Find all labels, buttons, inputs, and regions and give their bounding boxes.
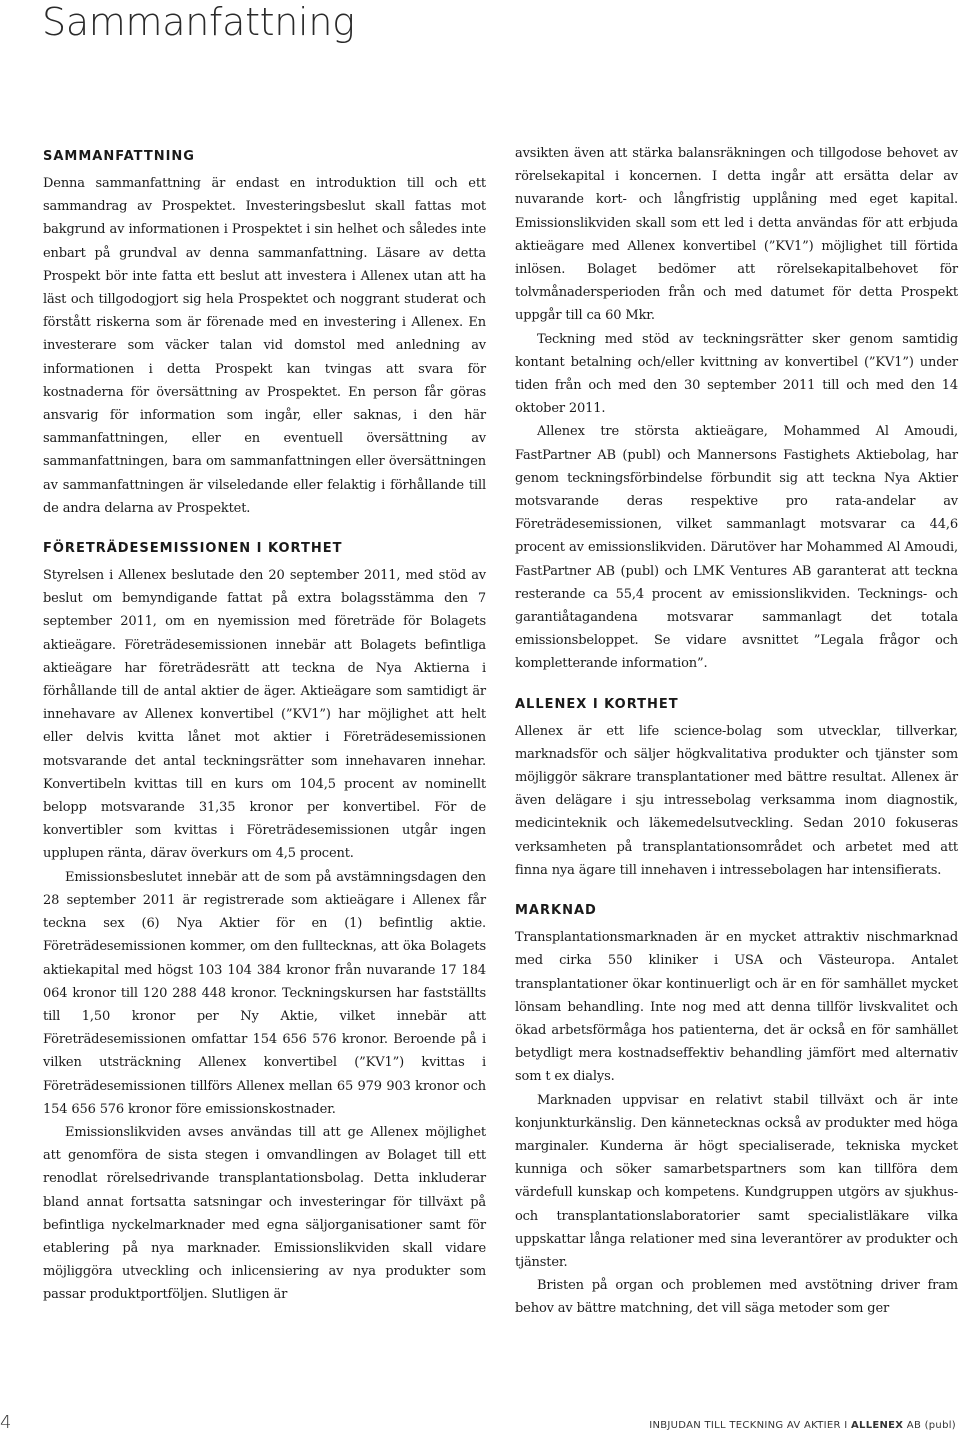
section-heading-summary: SAMMANFATTNING	[43, 149, 195, 164]
footer	[649, 1420, 956, 1431]
section-heading-allenex: ALLENEX I KORTHET	[515, 696, 679, 712]
paragraph: Emissionsbeslutet innebär att de som på avstämningsdagen den 28 september 2011 är registrerade som aktieägare i Allenex får teckna sex (6) Nya Aktier för en (1) befintlig aktie. Företrädesemissionen kommer, om den fulltecknas, att öka Bolagets aktiekapital med högst 103 104 384 kronor från nuvarande 17 184 064 kronor till 120 288 448 kronor. Teckningskursen har fastställts till 1,50 kronor per Ny Aktie, vilket innebär att Företrädesemissionen omfattar 154 656 576 kronor. Beroende på i vilken utsträckning Allenex konvertibel (”KV1”) kvittas i Företrädesemissionen tillförs Allenex mellan 65 979 903 kronor och 154 656 576 kronor före emissionskostnader.	[43, 869, 486, 1117]
paragraph: Allenex tre största aktieägare, Mohammed Al Amoudi, FastPartner AB (publ) och Mannersons Fastighets Aktiebolag, har genom teckningsförbindelse förbundit sig att teckna Nya Aktier motsvarande deras respektive pro rata-andelar av Företrädesemissionen, vilket sammanlagt motsvarar ca 44,6 procent av emissionslikviden. Därutöver har Mohammed Al Amoudi, FastPartner AB (publ) och LMK Ventures AB garanterat att teckna resterande ca 55,4 procent av emissionslikviden. Tecknings- och garantiåtagandena motsvarar sammanlagt det totala emissionsbeloppet. Se vidare avsnittet ”Legala frågor och kompletterande information”.	[515, 424, 958, 672]
footer-prefix: INBJUDAN TILL TECKNING AV AKTIER I	[649, 1420, 848, 1431]
paragraph: Denna sammanfattning är endast en introduktion till och ett sammandrag av Prospektet. Investeringsbeslut skall fattas mot bakgrund av informationen i Prospektet i sin helhet och således inte enbart på grundval av denna sammanfattning. Läsare av detta Prospekt bör inte fatta ett beslut att investera i Allenex utan att ha läst och tillgodogjort sig hela Prospektet och noggrant studerat och förstått riskerna som är förenade med en investering i Allenex. En investerare som väcker talan vid domstol med anledning av informationen i detta Prospekt kan tvingas att svara för kostnaderna för översättning av Prospektet. En person får göras ansvarig för information som ingår, eller saknas, i den här sammanfattningen, eller en eventuell översättning av sammanfattningen, bara om sammanfattningen eller översättningen av sammanfattningen är vilseledande eller felaktig i förhållande till de andra delarna av Prospektet.	[43, 176, 486, 516]
paragraph: Emissionslikviden avses användas till att ge Allenex möjlighet att genomföra de sista stegen i omvandlingen av Bolaget till ett renodlat rörelsedrivande transplantationsbolag. Detta inkluderar bland annat fortsatta satsningar och investeringar för tillväxt på befintliga nyckelmarknader med egna säljorganisationer samt för etablering på nya marknader. Emissionslikviden skall vidare möjliggöra utveckling och inlicensiering av nya produkter som passar produktportföljen. Slutligen är	[43, 1124, 486, 1303]
paragraph: Allenex är ett life science-bolag som utvecklar, tillverkar, marknadsför och säljer högkvalitativa produkter och tjänster som möjliggör säkrare transplantationer med bättre resultat. Allenex är även delägare i sju intressebolag verksamma inom diagnostik, medicinteknik och läkemedelsutveckling. Sedan 2010 fokuseras verksamheten på transplantationsområdet och arbetet med att finna nya ägare till innehaven i intressebolagen har intensifierats.	[515, 723, 958, 878]
right-column	[515, 142, 958, 1341]
footer-brand: ALLENEX	[850, 1420, 904, 1431]
section-continued	[515, 142, 958, 676]
section-rights-issue	[43, 540, 486, 1307]
paragraph: Transplantationsmarknaden är en mycket attraktiv nischmarknad med cirka 550 kliniker i USA och Västeuropa. Antalet transplantationer ökar kontinuerligt och är en för samhället mycket lönsam behandling. Inte nog med att denna tillför livskvalitet och ökad arbetsförmåga hos patienterna, det är också en för samhället betydligt mera kostnadseffektiv behandling jämfört med alternativ som t ex dialys.	[515, 930, 958, 1085]
section-heading-rights-issue: FÖRETRÄDESEMISSIONEN I KORTHET	[43, 541, 343, 557]
footer-suffix: AB (publ)	[906, 1420, 956, 1431]
page-title: Sammanfattning	[42, 0, 355, 44]
page-number: 4	[0, 1412, 12, 1433]
paragraph: avsikten även att stärka balansräkningen och tillgodose behovet av rörelsekapital i koncernen. I detta ingår att ersätta delar av nuvarande kort- och långfristig upplåning med eget kapital. Emissionslikviden skall som ett led i detta användas för att erbjuda aktieägare med Allenex konvertibel (”KV1”) möjlighet till förtida inlösen. Bolaget bedömer att rörelsekapitalbehovet för tolvmånadersperioden från och med datumet för detta Prospekt uppgår till ca 60 Mkr.	[515, 146, 958, 324]
left-column	[43, 148, 486, 1327]
section-market	[515, 902, 958, 1320]
section-summary	[43, 148, 486, 520]
paragraph: Styrelsen i Allenex beslutade den 20 september 2011, med stöd av beslut om bemyndigande fattat på extra bolagsstämma den 7 september 2011, om en nyemission med företräde för Bolagets aktieägare. Företrädesemissionen innebär att Bolagets befintliga aktieägare har företrädesrätt att teckna de Nya Aktierna i förhållande till de antal aktier de äger. Aktieägare som samtidigt är innehavare av Allenex konvertibel (”KV1”) har möjlighet att helt eller delvis kvitta lånet mot aktier i Företrädesemissionen motsvarande det antal teckningsrätter som innehavaren innehar. Konvertibeln kvittas till en kurs om 104,5 procent av nominellt belopp motsvarande 31,35 kronor per konvertibel. För de konvertibler som kvittas i Företrädesemissionen utgår ingen upplupen ränta, därav överkurs om 4,5 procent.	[43, 568, 486, 862]
paragraph: Teckning med stöd av teckningsrätter sker genom samtidig kontant betalning och/eller kvittning av konvertibel (”KV1”) under tiden från och med den 30 september 2011 till och med den 14 oktober 2011.	[515, 331, 958, 417]
paragraph: Bristen på organ och problemen med avstötning driver fram behov av bättre matchning, det vill säga metoder som ger	[515, 1278, 958, 1317]
section-heading-market: MARKNAD	[515, 903, 597, 919]
paragraph: Marknaden uppvisar en relativt stabil tillväxt och är inte konjunkturkänslig. Den kännetecknas också av produkter med höga marginaler. Kunderna är högt specialiserade, tekniska mycket kunniga och söker samarbetspartners som kan tillföra dem värdefull kunskap och kompetens. Kundgruppen utgörs av sjukhus- och transplantationslaboratorier samt specialistläkare vilka uppskattar långa relationer med sina leverantörer av produkter och tjänster.	[515, 1092, 958, 1270]
section-allenex	[515, 696, 958, 882]
